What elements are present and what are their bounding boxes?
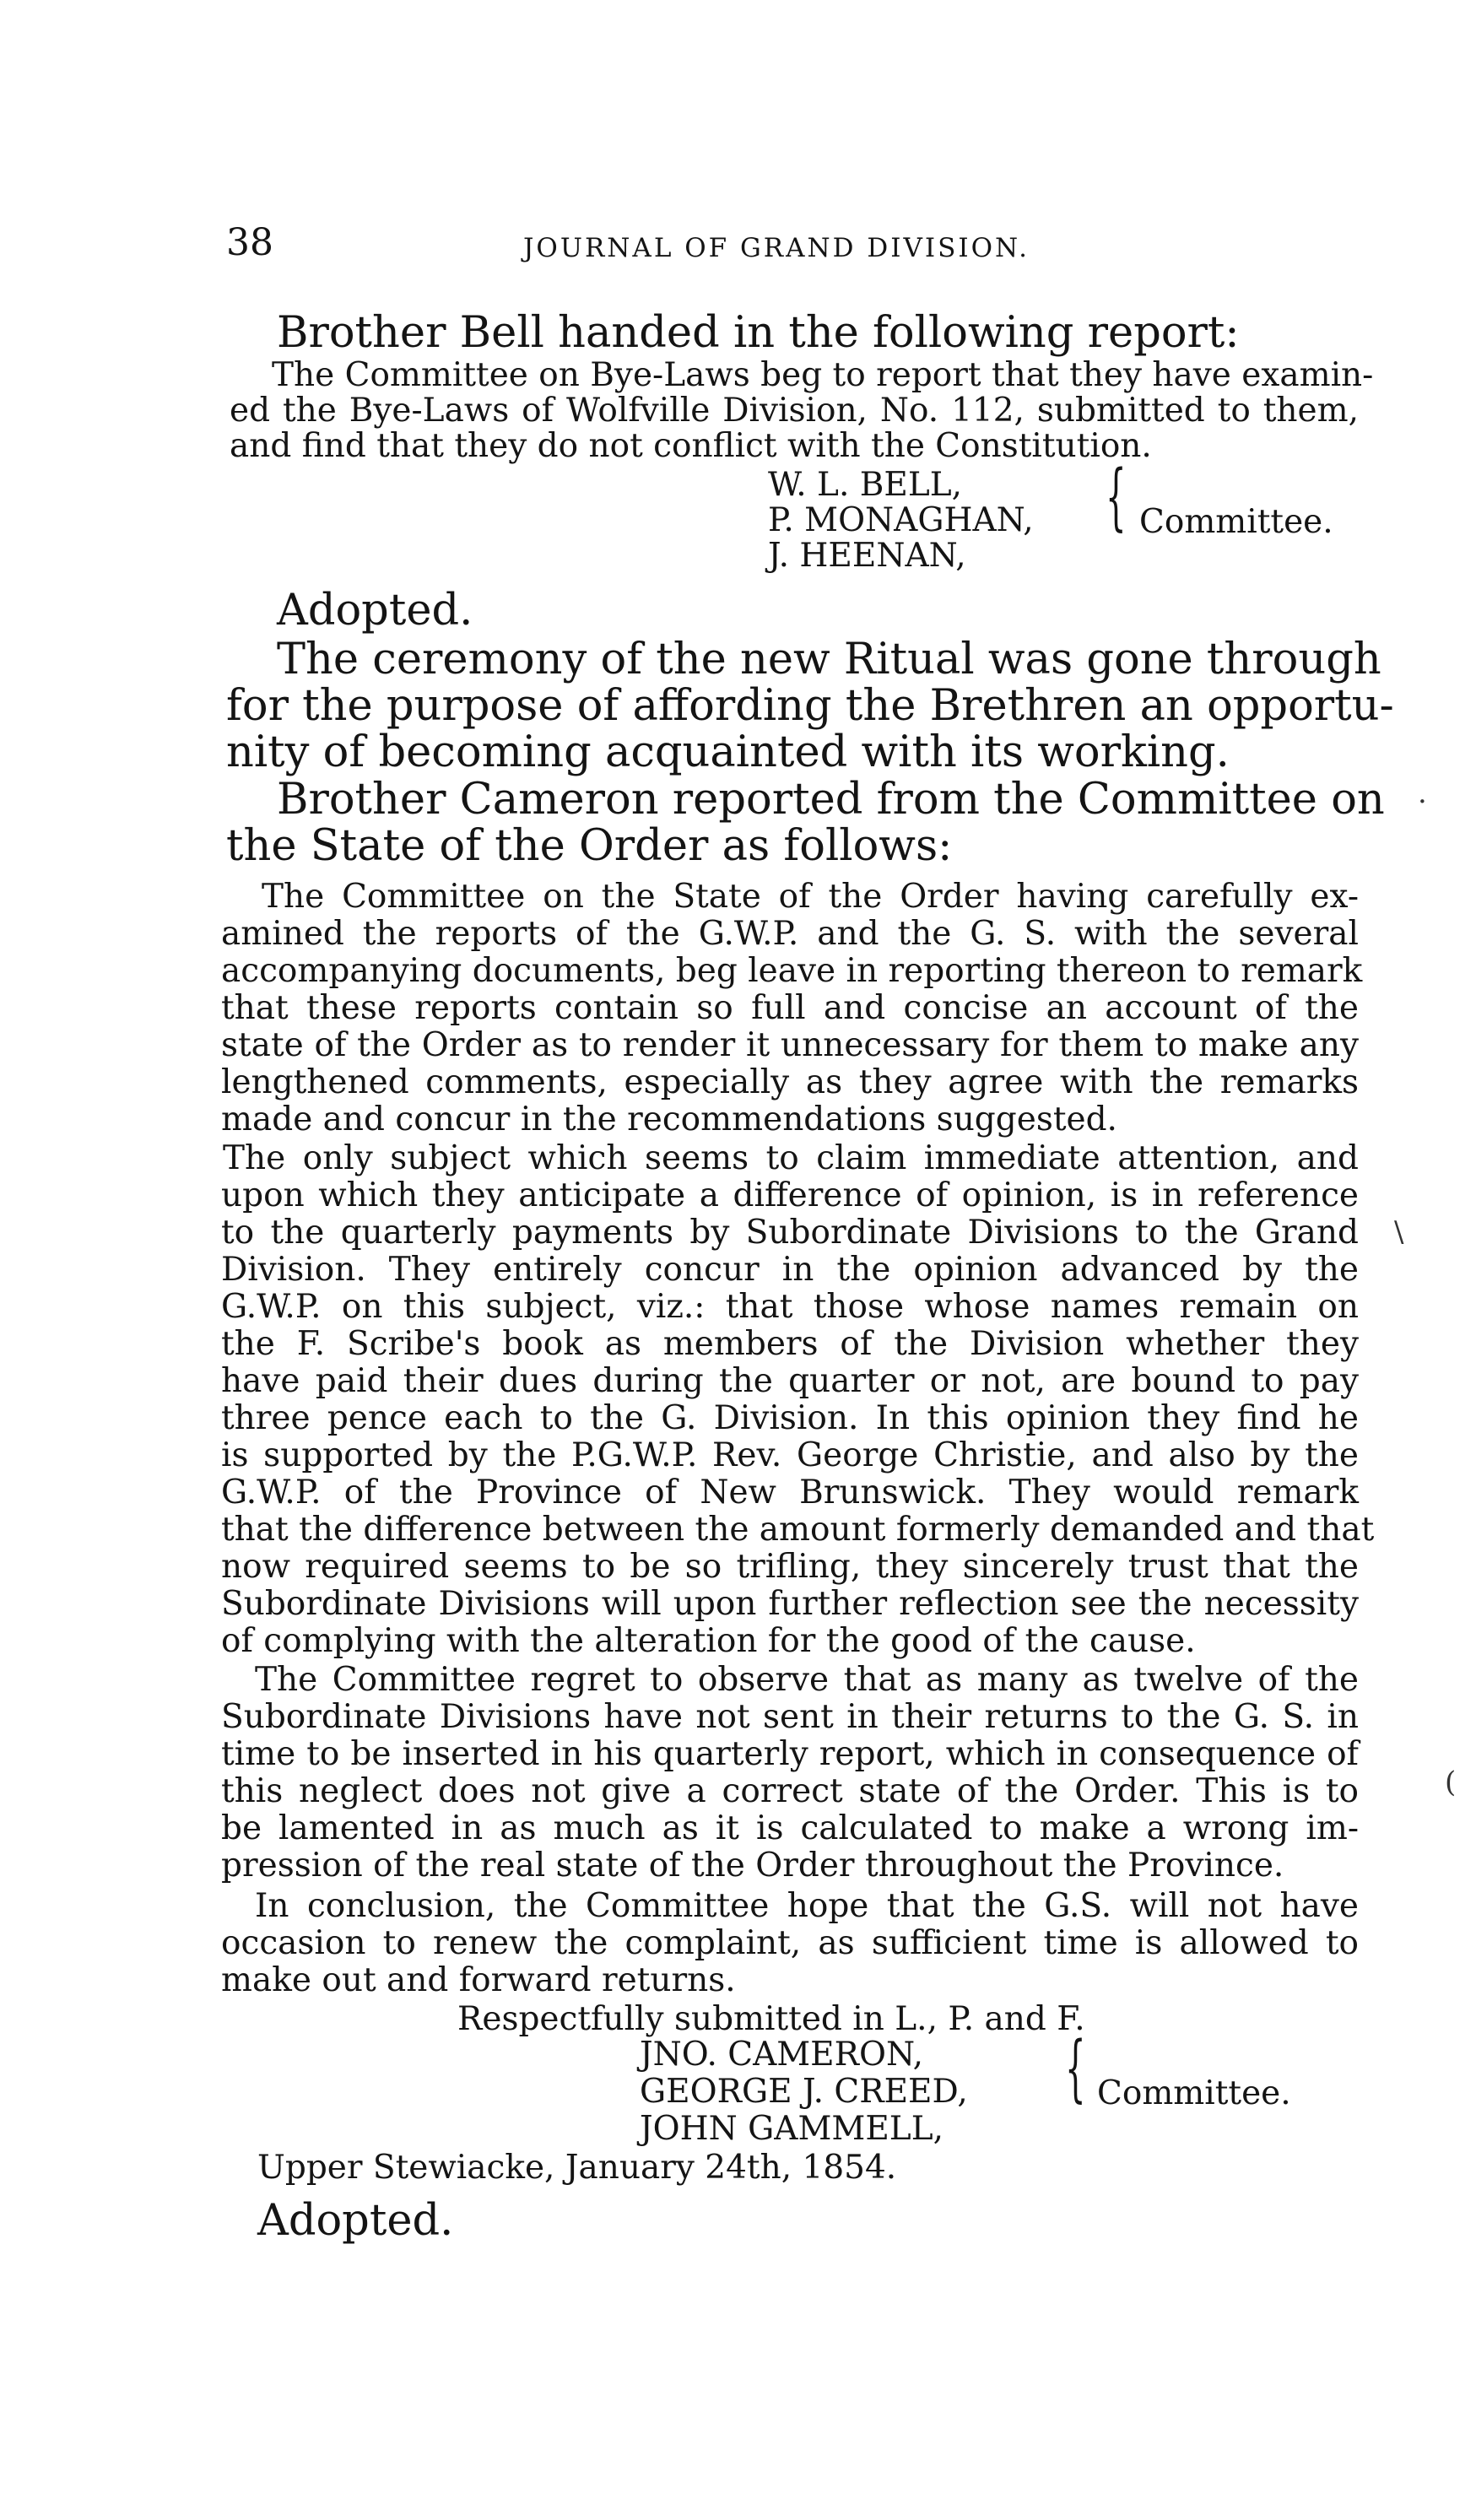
signatory: P. MONAGHAN, bbox=[768, 501, 1034, 539]
text-line: The ceremony of the new Ritual was gone through bbox=[277, 635, 1381, 684]
text-line: have paid their dues during the quarter or not, are bound to pay bbox=[221, 1362, 1359, 1400]
text-line: nity of becoming acquainted with its working. bbox=[226, 727, 1230, 777]
text-line: Division. They entirely concur in the opinion advanced by the bbox=[221, 1251, 1359, 1289]
text-line: be lamented in as much as it is calculated to make a wrong im- bbox=[221, 1809, 1359, 1847]
bye-laws-intro: Brother Bell handed in the following report: bbox=[277, 308, 1240, 358]
text-line: this neglect does not give a correct state of the Order. This is to bbox=[221, 1772, 1359, 1810]
closing-line: Respectfully submitted in L., P. and F. bbox=[457, 2000, 1085, 2038]
signatory: J. HEENAN, bbox=[768, 537, 966, 575]
text-line: Brother Cameron reported from the Committee on bbox=[277, 775, 1385, 825]
text-line: amined the reports of the G.W.P. and the G. S. with the several bbox=[221, 915, 1359, 953]
text-line: The only subject which seems to claim immediate attention, and bbox=[223, 1139, 1359, 1177]
brace-symbol: { bbox=[1065, 2026, 1086, 2111]
text-line: the F. Scribe's book as members of the Division whether they bbox=[221, 1325, 1359, 1363]
text-line: to the quarterly payments by Subordinate Divisions to the Grand bbox=[221, 1214, 1359, 1252]
committee-label: Committee. bbox=[1097, 2074, 1291, 2112]
text-line: ed the Bye-Laws of Wolfville Division, No. 112, submitted to them, bbox=[230, 392, 1359, 430]
text-line: upon which they anticipate a difference of opinion, is in reference bbox=[221, 1176, 1359, 1214]
text-line: The Committee on Bye-Laws beg to report that they have examin- bbox=[272, 356, 1374, 394]
text-line: of complying with the alteration for the good of the cause. bbox=[221, 1622, 1196, 1660]
text-line: The Committee on the State of the Order having carefully ex- bbox=[262, 878, 1359, 916]
text-line: made and concur in the recommendations suggested. bbox=[221, 1100, 1117, 1138]
text-line: for the purpose of affording the Brethren an opportu- bbox=[226, 681, 1394, 731]
place-date: Upper Stewiacke, January 24th, 1854. bbox=[257, 2149, 897, 2187]
text-line: pression of the real state of the Order throughout the Province. bbox=[221, 1847, 1284, 1885]
text-line: that the difference between the amount formerly demanded and that bbox=[221, 1511, 1375, 1549]
text-line: lengthened comments, especially as they agree with the remarks bbox=[221, 1063, 1359, 1101]
text-line: that these reports contain so full and concise an account of the bbox=[221, 989, 1359, 1027]
text-line: In conclusion, the Committee hope that the G.S. will not have bbox=[255, 1887, 1359, 1925]
committee-label: Committee. bbox=[1139, 503, 1333, 541]
signatory: JOHN GAMMELL, bbox=[640, 2110, 943, 2148]
text-line: time to be inserted in his quarterly report, which in consequence of bbox=[221, 1735, 1359, 1773]
journal-page: 38 JOURNAL OF GRAND DIVISION. Brother Bell handed in the following report: The Committee on Bye-Laws beg to report that they have examin- ed the Bye-Laws of Wolfville Division, No. 112, submitted to them, and find that they do not conflict with the Constitution. W. L. BELL, P. MONAGHAN, J. HEENAN, { Committee. Adopted. The ceremony of the new Ritual was gone through for the purpose of affording the Brethren an opportu- nity of becoming acquainted with its working. Brother Cameron reported from the Committee on the State of the Order as follows: · The Committee on the State of the Order having carefully ex- amined the reports of the G.W.P. and the G. S. with the several accompanying documents, beg leave in reporting thereon to remark that these reports contain so full and concise an account of the state of the Order as to render it unnecessary for them to make any lengthened comments, especially as they agree with the remarks made and concur in the recommendations suggested. The only subject which seems to claim immediate attention, and upon which they anticipate a difference of opinion, is in reference to the quarterly payments by Subordinate Divisions to the Grand Division. They entirely concur in the opinion advanced by the G.W.P. on this subject, viz.: that those whose names remain on the F. Scribe's book as members of the Division whether they have paid their dues during the quarter or not, are bound to pay three pence each to the G. Division. In this opinion they find he is supported by the P.G.W.P. Rev. George Christie, and also by the G.W.P. of the Province of New Brunswick. They would remark that the difference between the amount formerly demanded and that now required seems to be so trifling, they sincerely trust that the Subordinate Divisions will upon further reflection see the necessity of complying with the alteration for the good of the cause. \ The Committee regret to observe that as many as twelve of the Subordinate Divisions have not sent in their returns to the G. S. in time to be inserted in his quarterly report, which in consequence of this neglect does not give a correct state of the Order. This is to be lamented in as much as it is calculated to make a wrong im- pression of the real state of the Order throughout the Province. ( In conclusion, the Committee hope that the G.S. will not have occasion to renew the complaint, as sufficient time is allowed to make out and forward returns. Respectfully submitted in L., P. and F. JNO. CAMERON, GEORGE J. CREED, JOHN GAMMELL, { Committee. Upper Stewiacke, January 24th, 1854. Adopted. bbox=[0, 0, 1476, 2520]
text-line: occasion to renew the complaint, as sufficient time is allowed to bbox=[221, 1924, 1359, 1962]
signatory: GEORGE J. CREED, bbox=[640, 2073, 968, 2111]
signatory: JNO. CAMERON, bbox=[640, 2036, 924, 2074]
brace-symbol: { bbox=[1106, 455, 1127, 539]
text-line: G.W.P. on this subject, viz.: that those whose names remain on bbox=[221, 1288, 1359, 1326]
text-line: three pence each to the G. Division. In this opinion they find he bbox=[221, 1399, 1359, 1437]
text-line: now required seems to be so trifling, they sincerely trust that the bbox=[221, 1548, 1359, 1586]
page-number: 38 bbox=[226, 221, 273, 264]
text-line: is supported by the P.G.W.P. Rev. George Christie, and also by the bbox=[221, 1436, 1359, 1474]
signatory: W. L. BELL, bbox=[768, 466, 963, 504]
text-line: and find that they do not conflict with the Constitution. bbox=[230, 427, 1152, 465]
running-title: JOURNAL OF GRAND DIVISION. bbox=[523, 233, 1030, 263]
text-line: the State of the Order as follows: bbox=[226, 821, 953, 871]
text-line: The Committee regret to observe that as many as twelve of the bbox=[255, 1661, 1359, 1699]
adopted-label: Adopted. bbox=[277, 586, 473, 635]
text-line: G.W.P. of the Province of New Brunswick. They would remark bbox=[221, 1474, 1359, 1511]
text-line: Subordinate Divisions will upon further reflection see the necessity bbox=[221, 1585, 1359, 1623]
text-line: make out and forward returns. bbox=[221, 1961, 736, 1999]
text-line: accompanying documents, beg leave in reporting thereon to remark bbox=[221, 952, 1363, 990]
text-line: state of the Order as to render it unnecessary for them to make any bbox=[221, 1026, 1359, 1064]
adopted-label: Adopted. bbox=[257, 2196, 454, 2246]
text-line: Subordinate Divisions have not sent in their returns to the G. S. in bbox=[221, 1698, 1359, 1736]
